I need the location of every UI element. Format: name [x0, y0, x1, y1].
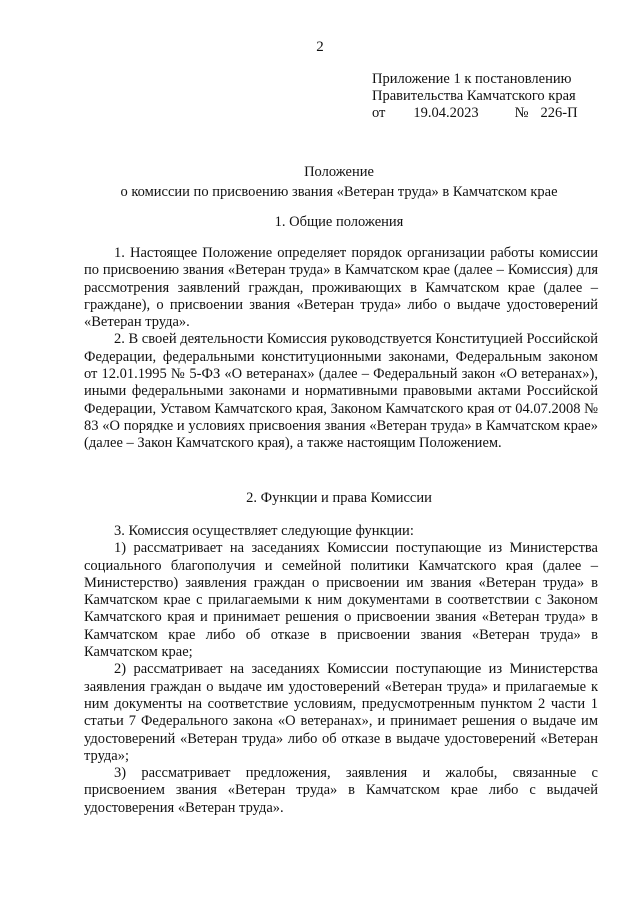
- paragraph: 2) рассматривает на заседаниях Комиссии поступающие из Министерства заявления граждан о выдаче им удостоверений «Ветеран труда» и прилагаемые к ним документы на соответствие условиям, предусмотренным пунктом 2 части 1 статьи 7 Федерального закона «О ветеранах», и принимает решения о выдаче им удостоверений «Ветеран труда» либо об отказе в выдаче удостоверений «Ветеран труда»;: [84, 661, 598, 764]
- paragraph: 3) рассматривает предложения, заявления и жалобы, связанные с присвоением звания «Ветеран труда» в Камчатском крае либо с выдачей удостоверения «Ветеран труда».: [84, 765, 598, 816]
- paragraph: 2. В своей деятельности Комиссия руководствуется Конституцией Российской Федерации, федеральными конституционными законами, Федеральным законом от 12.01.1995 № 5-ФЗ «О ветеранах» (далее – Федеральный закон «О ветеранах»), иными федеральными законами и нормативными правовыми актами Российской Федерации, Уставом Камчатского края, Законом Камчатского края от 04.07.2008 № 83 «О порядке и условиях присвоения звания «Ветеран труда» в Камчатском крае» (далее – Закон Камчатского края), а также настоящим Положением.: [84, 331, 599, 452]
- appendix-from-label: от: [372, 105, 386, 121]
- section-2-body: [84, 523, 598, 817]
- appendix-number-sign: №: [514, 105, 529, 121]
- title-line-1: Положение: [304, 164, 374, 180]
- section-1-body: [84, 245, 598, 453]
- document-title: [0, 162, 640, 202]
- paragraph: 3. Комиссия осуществляет следующие функции:: [114, 523, 414, 539]
- section-2-heading: 2. Функции и права Комиссии: [246, 490, 432, 506]
- appendix-line-3: [372, 105, 612, 122]
- appendix-number: 226-П: [540, 105, 578, 121]
- section-1-heading: 1. Общие положения: [274, 214, 404, 230]
- page-number: 2: [316, 39, 324, 55]
- appendix-block: [372, 71, 612, 122]
- paragraph: 1) рассматривает на заседаниях Комиссии поступающие из Министерства социального благополучия и семейной политики Камчатского края (далее – Министерство) заявления граждан о присвоении им звания «Ветеран труда» в Камчатском крае с прилагаемыми к ним документами в соответствии с Законом Камчатского края и принимает решения о присвоении звания «Ветеран труда» в Камчатском крае либо об отказе в присвоении звания «Ветеран труда» в Камчатском крае;: [84, 540, 598, 661]
- appendix-line-2: Правительства Камчатского края: [372, 88, 576, 104]
- paragraph: 1. Настоящее Положение определяет порядок организации работы комиссии по присвоению звания «Ветеран труда» в Камчатском крае (далее – Комиссия) для рассмотрения заявлений граждан, проживающих в Камчатском крае (далее – граждане), о присвоении звания «Ветеран труда» либо о выдаче удостоверений «Ветеран труда».: [84, 245, 598, 331]
- title-line-2: о комиссии по присвоению звания «Ветеран труда» в Камчатском крае: [120, 184, 558, 200]
- appendix-line-1: Приложение 1 к постановлению: [372, 71, 572, 87]
- appendix-date: 19.04.2023: [413, 105, 479, 121]
